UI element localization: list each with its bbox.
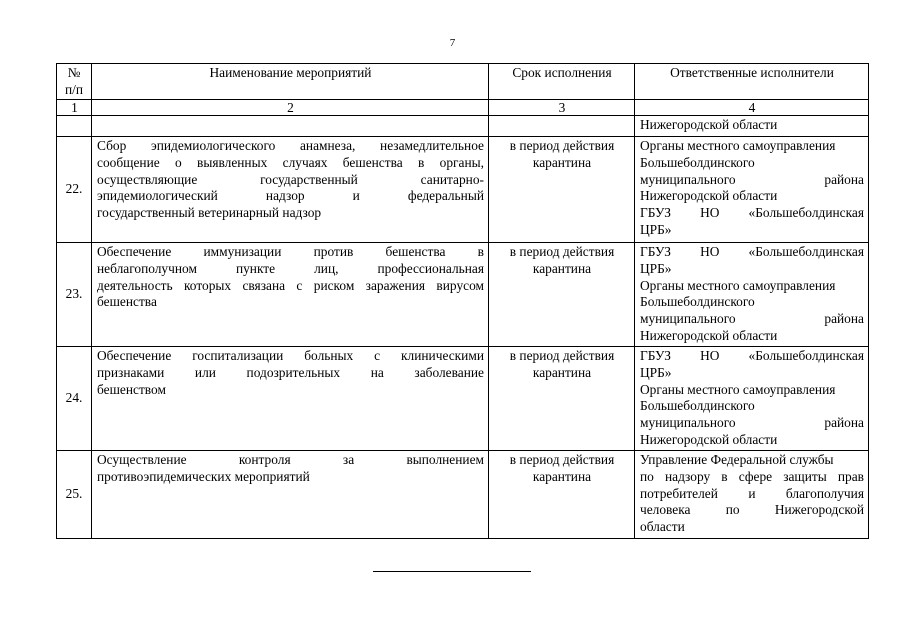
continuation-row — [57, 115, 869, 136]
measure-term — [489, 346, 635, 450]
table-row — [57, 450, 869, 538]
measure-executors-line: ГБУЗ НО «Большеболдинская — [640, 205, 864, 221]
measure-executors-line: Большеболдинского — [640, 154, 755, 170]
index-cell: 3 — [489, 99, 635, 115]
measure-term-line: в период действия — [509, 347, 615, 363]
measure-term-line: карантина — [532, 364, 592, 380]
measure-term-line: карантина — [532, 154, 592, 170]
measure-name-line: сообщение о выявленных случаях бешенства в органы, — [97, 154, 484, 170]
index-cell: 2 — [92, 99, 489, 115]
measures-table — [56, 63, 869, 539]
row-number: 25. — [57, 450, 92, 538]
measure-name — [92, 346, 489, 450]
measure-name-line: признаками или подозрительных на заболевание — [97, 364, 484, 380]
index-cell: 1 — [57, 99, 92, 115]
measure-executors — [635, 450, 869, 538]
measure-term-line: в период действия — [509, 243, 615, 259]
measure-executors-line: ГБУЗ НО «Большеболдинская — [640, 243, 864, 259]
continuation-cell: Нижегородской области — [635, 115, 869, 136]
header-term: Срок исполнения — [489, 64, 635, 100]
measure-executors-line: Большеболдинского — [640, 398, 755, 414]
measure-executors — [635, 242, 869, 346]
measure-term-line: карантина — [532, 468, 592, 484]
measure-executors-line: потребителей и благополучия — [640, 485, 864, 501]
measure-name — [92, 242, 489, 346]
index-cell: 4 — [635, 99, 869, 115]
measure-term — [489, 242, 635, 346]
measure-name-line: неблагополучном пункте лиц, профессиональная — [97, 260, 484, 276]
header-num: № п/п — [57, 64, 92, 100]
footer-rule — [373, 571, 531, 572]
measure-name — [92, 450, 489, 538]
row-number: 24. — [57, 346, 92, 450]
measure-name-line: Осуществление контроля за выполнением — [97, 451, 484, 467]
measure-executors — [635, 136, 869, 242]
measure-executors-line: Нижегородской области — [640, 188, 778, 204]
measure-term-line: в период действия — [509, 137, 615, 153]
row-number: 23. — [57, 242, 92, 346]
measure-name-line: Обеспечение госпитализации больных с клиническими — [97, 347, 484, 363]
measure-name-line: деятельность которых связана с риском заражения вирусом — [97, 277, 484, 293]
measure-name-line: эпидемиологический надзор и федеральный — [97, 188, 484, 204]
measure-executors-line: ЦРБ» — [640, 364, 672, 380]
measure-executors-line: Нижегородской области — [640, 328, 778, 344]
measure-executors-line: Нижегородской области — [640, 432, 778, 448]
index-row — [57, 99, 869, 115]
measure-name-line: бешенства — [97, 294, 157, 310]
measure-executors — [635, 346, 869, 450]
measure-executors-line: Большеболдинского — [640, 294, 755, 310]
measure-term — [489, 450, 635, 538]
measure-name-line: бешенством — [97, 381, 166, 397]
measure-executors-line: Органы местного самоуправления — [640, 137, 836, 153]
measure-executors-line: Управление Федеральной службы — [640, 451, 834, 467]
measure-name-line: Сбор эпидемиологического анамнеза, незамедлительное — [97, 137, 484, 153]
header-name: Наименование мероприятий — [92, 64, 489, 100]
measure-executors-line: муниципального района — [640, 171, 864, 187]
measure-executors-line: ЦРБ» — [640, 222, 672, 238]
measure-executors-line: ЦРБ» — [640, 260, 672, 276]
table-row — [57, 346, 869, 450]
header-row — [57, 64, 869, 100]
measure-executors-line: ГБУЗ НО «Большеболдинская — [640, 347, 864, 363]
measure-term-line: в период действия — [509, 451, 615, 467]
row-number: 22. — [57, 136, 92, 242]
measure-executors-line: человека по Нижегородской — [640, 502, 864, 518]
measure-term — [489, 136, 635, 242]
measure-term-line: карантина — [532, 260, 592, 276]
measure-executors-line: области — [640, 519, 685, 535]
table-row — [57, 136, 869, 242]
measure-name — [92, 136, 489, 242]
measure-executors-line: муниципального района — [640, 311, 864, 327]
measure-executors-line: Органы местного самоуправления — [640, 277, 836, 293]
measure-executors-line: Органы местного самоуправления — [640, 381, 836, 397]
table-body — [57, 136, 869, 538]
measure-executors-line: муниципального района — [640, 415, 864, 431]
measure-name-line: противоэпидемических мероприятий — [97, 468, 310, 484]
page-number: 7 — [449, 37, 456, 49]
measure-name-line: осуществляющие государственный санитарно- — [97, 171, 484, 187]
measure-name-line: государственный ветеринарный надзор — [97, 205, 322, 221]
measure-executors-line: по надзору в сфере защиты прав — [640, 468, 864, 484]
measure-name-line: Обеспечение иммунизации против бешенства в — [97, 243, 484, 259]
table-row — [57, 242, 869, 346]
header-executors: Ответственные исполнители — [635, 64, 869, 100]
